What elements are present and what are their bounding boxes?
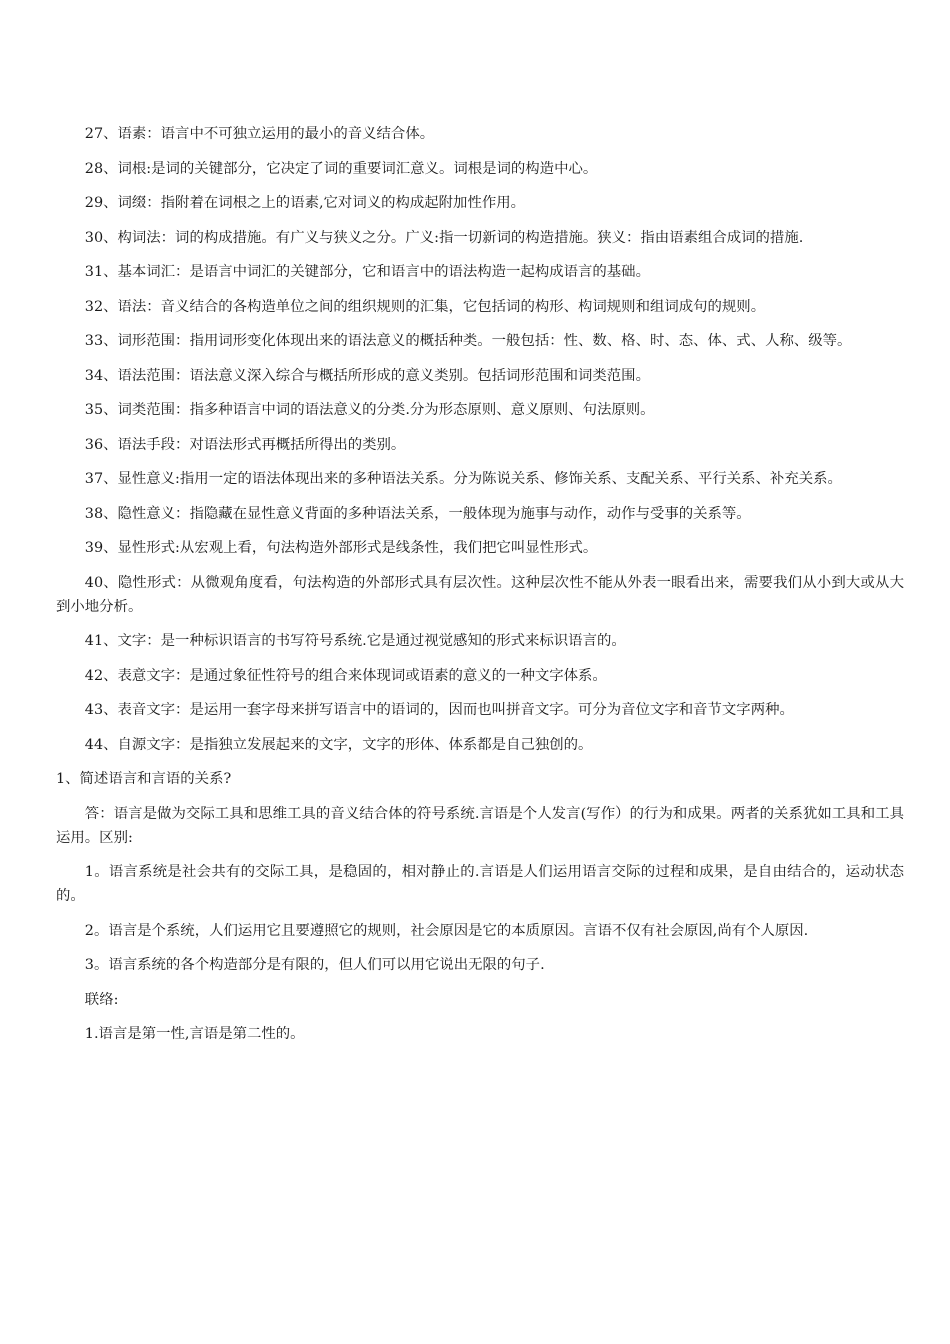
difference-1-paragraph: 1。语言系统是社会共有的交际工具，是稳固的，相对静止的.言语是人们运用语言交际的过程和成果，是自由结合的，运动状态的。 bbox=[56, 864, 904, 904]
term-30-paragraph: 30、构词法：词的构成措施。有广义与狭义之分。广义:指一切新词的构造措施。狭义：指由语素组合成词的措施. bbox=[84, 229, 804, 246]
question-1-heading: 1、简述语言和言语的关系? bbox=[56, 771, 232, 787]
term-44-paragraph: 44、自源文字：是指独立发展起来的文字，文字的形体、体系都是自己独创的。 bbox=[84, 736, 593, 753]
term-32-paragraph: 32、语法：音义结合的各构造单位之间的组织规则的汇集，它包括词的构形、构词规则和组词成句的规则。 bbox=[84, 298, 766, 315]
term-33-paragraph: 33、词形范围：指用词形变化体现出来的语法意义的概括种类。一般包括：性、数、格、时、态、体、式、人称、级等。 bbox=[84, 333, 852, 349]
document-body bbox=[56, 122, 904, 1057]
term-37-paragraph: 37、显性意义:指用一定的语法体现出来的多种语法关系。分为陈说关系、修饰关系、支配关系、平行关系、补充关系。 bbox=[84, 471, 842, 487]
term-40-paragraph: 40、隐性形式：从微观角度看，句法构造的外部形式具有层次性。这种层次性不能从外表一眼看出来，需要我们从小到大或从大到小地分析。 bbox=[56, 574, 904, 615]
term-36-paragraph: 36、语法手段：对语法形式再概括所得出的类别。 bbox=[84, 436, 406, 453]
term-43-paragraph: 43、表音文字：是运用一套字母来拼写语言中的语词的，因而也叫拼音文字。可分为音位文字和音节文字两种。 bbox=[84, 702, 794, 718]
term-39-paragraph: 39、显性形式:从宏观上看，句法构造外部形式是线条性，我们把它叫显性形式。 bbox=[84, 540, 598, 556]
term-27-paragraph: 27、语素：语言中不可独立运用的最小的音义结合体。 bbox=[84, 126, 435, 142]
term-28-paragraph: 28、词根:是词的关键部分，它决定了词的重要词汇意义。词根是词的构造中心。 bbox=[84, 160, 598, 177]
term-34-paragraph: 34、语法范围：语法意义深入综合与概括所形成的意义类别。包括词形范围和词类范围。 bbox=[84, 367, 650, 384]
term-35-paragraph: 35、词类范围：指多种语言中词的语法意义的分类.分为形态原则、意义原则、句法原则。 bbox=[84, 402, 655, 418]
term-41-paragraph: 41、文字：是一种标识语言的书写符号系统.它是通过视觉感知的形式来标识语言的。 bbox=[84, 633, 626, 649]
connection-1-paragraph: 1.语言是第一性,言语是第二性的。 bbox=[84, 1026, 305, 1042]
term-38-paragraph: 38、隐性意义：指隐藏在显性意义背面的多种语法关系，一般体现为施事与动作，动作与受事的关系等。 bbox=[84, 505, 751, 522]
answer-paragraph: 答：语言是做为交际工具和思维工具的音义结合体的符号系统.言语是个人发言(写作）的行为和成果。两者的关系犹如工具和工具运用。区别: bbox=[56, 805, 904, 846]
term-42-paragraph: 42、表意文字：是通过象征性符号的组合来体现词或语素的意义的一种文字体系。 bbox=[84, 667, 607, 684]
difference-3-paragraph: 3。语言系统的各个构造部分是有限的，但人们可以用它说出无限的句子. bbox=[84, 957, 545, 973]
difference-2-paragraph: 2。语言是个系统，人们运用它且要遵照它的规则，社会原因是它的本质原因。言语不仅有社会原因,尚有个人原因. bbox=[84, 922, 809, 939]
term-29-paragraph: 29、词缀：指附着在词根之上的语素,它对词义的构成起附加性作用。 bbox=[84, 195, 526, 211]
connection-heading: 联络: bbox=[84, 991, 119, 1008]
term-31-paragraph: 31、基本词汇：是语言中词汇的关键部分，它和语言中的语法构造一起构成语言的基础。 bbox=[84, 264, 650, 280]
